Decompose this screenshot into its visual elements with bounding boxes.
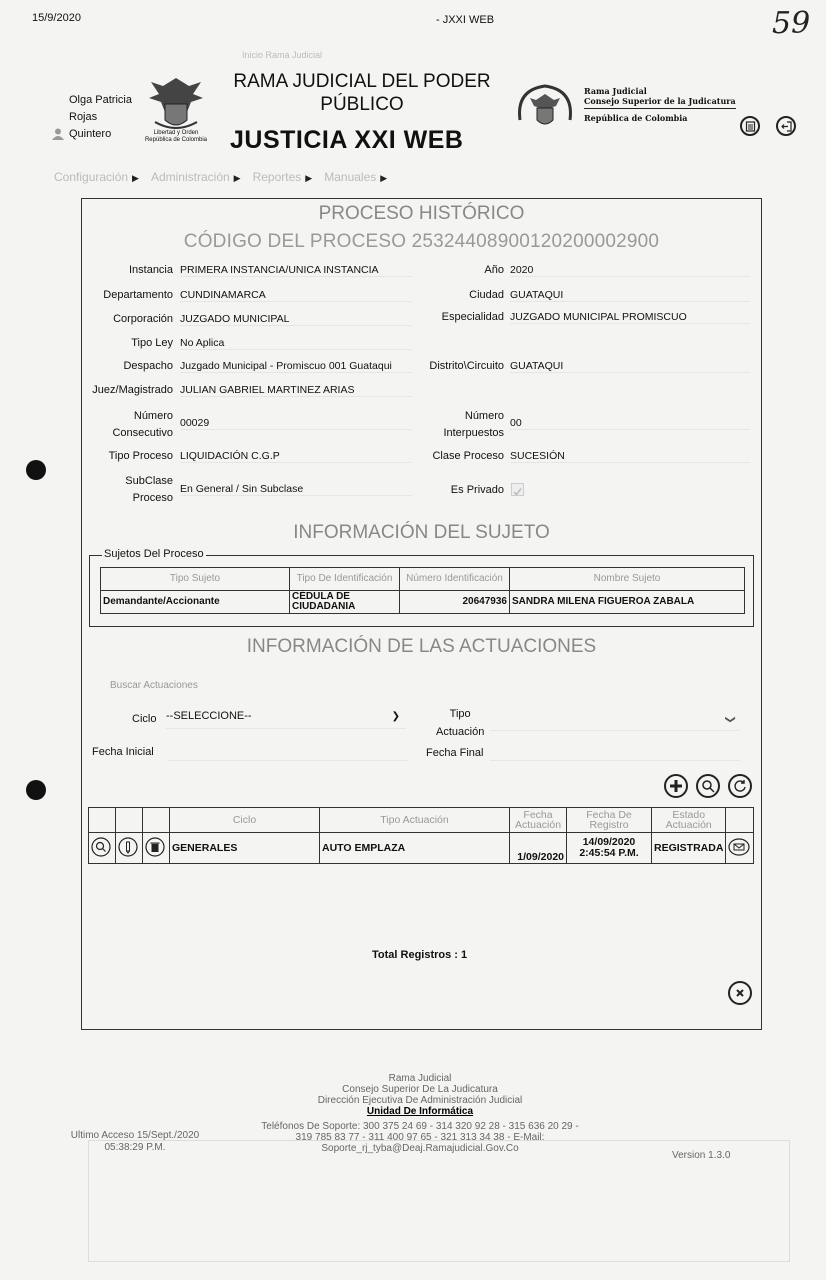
search-icon [701,779,715,793]
caret-right-icon: ▶ [233,173,241,183]
user-info [52,92,142,143]
col-nombre-sujeto: Nombre Sujeto [510,568,745,591]
delete-cell[interactable] [143,833,170,864]
close-button[interactable] [728,981,752,1005]
caret-right-icon: ▶ [380,173,388,183]
label-ciudad: Ciudad [469,289,504,301]
cell-numero-identificacion: 20647936 [400,591,510,614]
title-line1: RAMA JUDICIAL DEL PODER [233,71,491,92]
label-corporacion: Corporación [113,313,173,325]
value-especialidad: JUZGADO MUNICIPAL PROMISCUO [510,311,750,324]
menu-reportes[interactable] [253,170,313,184]
label-numero: Número [133,410,173,422]
process-code-heading [82,231,761,253]
col-edit [116,808,143,833]
cell-estado-actuacion: REGISTRADA [652,833,726,864]
view-cell[interactable] [89,833,116,864]
col-delete [143,808,170,833]
rj-line3: República de Colombia [584,113,688,123]
checkmark-icon [512,486,523,497]
es-privado-checkbox[interactable] [511,483,524,496]
value-consecutivo: 00029 [180,417,412,430]
cell-tipo-actuacion: AUTO EMPLAZA [320,833,510,864]
value-despacho: Juzgado Municipal - Promiscuo 001 Guataqui [180,360,412,373]
label-interpuestos: Interpuestos [443,427,504,439]
caret-right-icon: ▶ [305,173,313,183]
cell-tipo-sujeto: Demandante/Accionante [101,591,290,614]
refresh-icon [733,779,747,793]
menu-label: Reportes [252,170,302,184]
label-instancia: Instancia [128,264,173,276]
table-row[interactable] [89,833,754,864]
tipo-label-2: Actuación [436,726,485,738]
label-especialidad: Especialidad [441,311,504,323]
col-estado-actuacion: Estado Actuación [652,808,726,833]
label-juez: Juez/Magistrado [92,384,173,396]
col-notify [726,808,754,833]
label-numero-interpuestos [420,408,504,442]
user-icon [52,128,64,140]
process-heading: PROCESO HISTÓRICO [318,203,525,224]
footer-phones2: 319 785 83 77 - 311 400 97 65 - 321 313 34 38 - E-Mail: [295,1132,545,1143]
value-interpuestos: 00 [510,417,750,430]
subject-heading: INFORMACIÓN DEL SUJETO [293,522,550,543]
fecha-inicial-input[interactable] [168,744,408,761]
value-ciudad: GUATAQUI [510,289,750,302]
label-tipo-ley: Tipo Ley [131,337,173,349]
label-es-privado: Es Privado [450,484,504,496]
value-tipo-ley: No Aplica [180,337,412,350]
cell-ciclo: GENERALES [170,833,320,864]
subjects-legend: Sujetos Del Proceso [104,548,204,560]
app-name: JUSTICIA XXI WEB [230,126,464,154]
chevron-down-icon: ❯ [391,711,400,722]
footer-line2: Consejo Superior De La Judicatura [342,1084,498,1095]
caret-right-icon: ▶ [132,173,139,183]
total-value: 1 [461,949,468,961]
subjects-header-row [101,568,745,591]
logo-caption-line2: República de Colombia [144,137,208,143]
value-anio: 2020 [510,264,750,277]
last-access-date: Ultimo Acceso 15/Sept./2020 [70,1130,200,1141]
punch-hole [26,460,46,480]
refresh-button[interactable] [728,774,752,798]
logo-caption-line1: Libertad y Orden [153,130,199,136]
value-corporacion: JUZGADO MUNICIPAL [180,313,412,326]
label-consecutivo: Consecutivo [112,427,173,439]
notify-cell[interactable] [726,833,754,864]
menu-label: Manuales [324,170,377,184]
cell-tipo-identificacion: CÉDULA DE CIUDADANIA [290,591,400,614]
footer-line1: Rama Judicial [388,1073,452,1084]
rama-judicial-seal [512,80,578,136]
document-icon [745,121,756,132]
actions-table [88,807,754,864]
label-distrito: Distrito\Circuito [429,360,504,372]
magnifier-icon [91,837,111,857]
punch-hole [26,780,46,800]
tipo-label-1: Tipo [449,708,471,720]
logout-icon [781,121,792,132]
label-anio: Año [484,264,504,276]
user-last-name: Quintero [69,128,112,140]
actions-heading: INFORMACIÓN DE LAS ACTUACIONES [246,636,597,657]
value-subclase: En General / Sin Subclase [180,483,412,496]
print-date: 15/9/2020 [32,12,81,24]
ciclo-select[interactable] [166,710,406,729]
search-button[interactable] [696,774,720,798]
ciclo-label: Ciclo [132,713,157,725]
table-row[interactable] [101,591,745,614]
last-access [60,1130,210,1154]
fecha-final-input[interactable] [490,744,740,761]
label-numero-consecutivo [86,408,173,442]
label-departamento: Departamento [103,289,173,301]
menu-label: Administración [150,170,230,184]
process-code-value: 25324408900120200002900 [411,231,660,252]
home-link[interactable]: Inicio Rama Judicial [242,50,323,60]
label-subclase-2: Proceso [132,492,173,504]
value-distrito: GUATAQUI [510,360,750,373]
footer [240,1073,600,1154]
rj-line1: Rama Judicial [584,86,647,96]
main-menu [54,170,387,184]
value-juez: JULIAN GABRIEL MARTINEZ ARIAS [180,384,412,397]
footer-phones1: Teléfonos De Soporte: 300 375 24 69 - 314 320 92 28 - 315 636 20 29 - [261,1121,579,1132]
cell-fecha-actuacion: 1/09/2020 [510,833,567,864]
user-middle-name: Rojas [69,111,98,123]
process-code-label: CÓDIGO DEL PROCESO [183,231,407,252]
value-clase-proceso: SUCESIÓN [510,450,750,463]
label-subclase-1: SubClase [125,475,173,487]
label-subclase [86,473,173,507]
label-clase-proceso: Clase Proceso [432,450,504,462]
total-records [372,949,467,961]
manual-button[interactable] [740,116,760,136]
col-fecha-actuacion: Fecha Actuación [510,808,567,833]
menu-configuracion[interactable] [54,170,139,184]
label-numero: Número [464,410,504,422]
col-tipo-actuacion: Tipo Actuación [320,808,510,833]
actions-header-row [89,808,754,833]
logout-button[interactable] [776,116,796,136]
col-ciclo: Ciclo [170,808,320,833]
version: Version 1.3.0 [672,1150,731,1161]
col-view [89,808,116,833]
value-tipo-proceso: LIQUIDACIÓN C.G.P [180,450,412,463]
value-departamento: CUNDINAMARCA [180,289,412,302]
footer-line3: Dirección Ejecutiva De Administración Judicial [317,1095,523,1106]
col-numero-identificacion: Número Identificación [400,568,510,591]
trash-icon [145,837,165,857]
mail-icon [728,837,750,857]
menu-manuales[interactable] [324,170,387,184]
label-despacho: Despacho [123,360,173,372]
user-first-name: Olga Patricia [69,94,132,106]
handwritten-folio: 59 [772,6,811,41]
cell-nombre-sujeto: SANDRA MILENA FIGUEROA ZABALA [510,591,745,614]
search-actions-label: Buscar Actuaciones [110,680,198,691]
edit-cell[interactable] [116,833,143,864]
rj-line2: Consejo Superior de la Judicatura [584,96,736,109]
menu-administracion[interactable] [151,170,241,184]
chevron-down-icon: ❯ [724,715,736,724]
menu-label: Configuración [54,170,129,184]
tipo-actuacion-label [436,705,484,741]
col-fecha-registro: Fecha De Registro [567,808,652,833]
fecha-inicial-label: Fecha Inicial [92,746,154,758]
plus-icon [669,779,683,793]
page-title [226,70,498,116]
col-tipo-identificacion: Tipo De Identificación [290,568,400,591]
col-tipo-sujeto: Tipo Sujeto [101,568,290,591]
tipo-actuacion-select[interactable] [490,712,740,731]
last-access-time: 05:38:29 P.M. [104,1142,166,1153]
print-title: - JXXI WEB [436,14,495,26]
logo-caption [140,130,212,144]
footer-email[interactable]: Soporte_rj_tyba@Deaj.Ramajudicial.Gov.Co [321,1143,519,1154]
add-button[interactable] [664,774,688,798]
fecha-final-label: Fecha Final [426,747,484,759]
rama-judicial-text [584,86,736,123]
footer-unit[interactable]: Unidad De Informática [366,1106,474,1117]
subjects-table [100,567,745,614]
title-line2: PÚBLICO [320,94,404,115]
close-icon [735,988,745,998]
ciclo-select-value: --SELECCIONE-- [166,710,252,722]
value-instancia: PRIMERA INSTANCIA/UNICA INSTANCIA [180,264,412,277]
label-tipo-proceso: Tipo Proceso [108,450,173,462]
pencil-icon [118,837,138,857]
cell-fecha-registro: 14/09/2020 2:45:54 P.M. [567,833,652,864]
total-label: Total Registros : [372,949,458,961]
